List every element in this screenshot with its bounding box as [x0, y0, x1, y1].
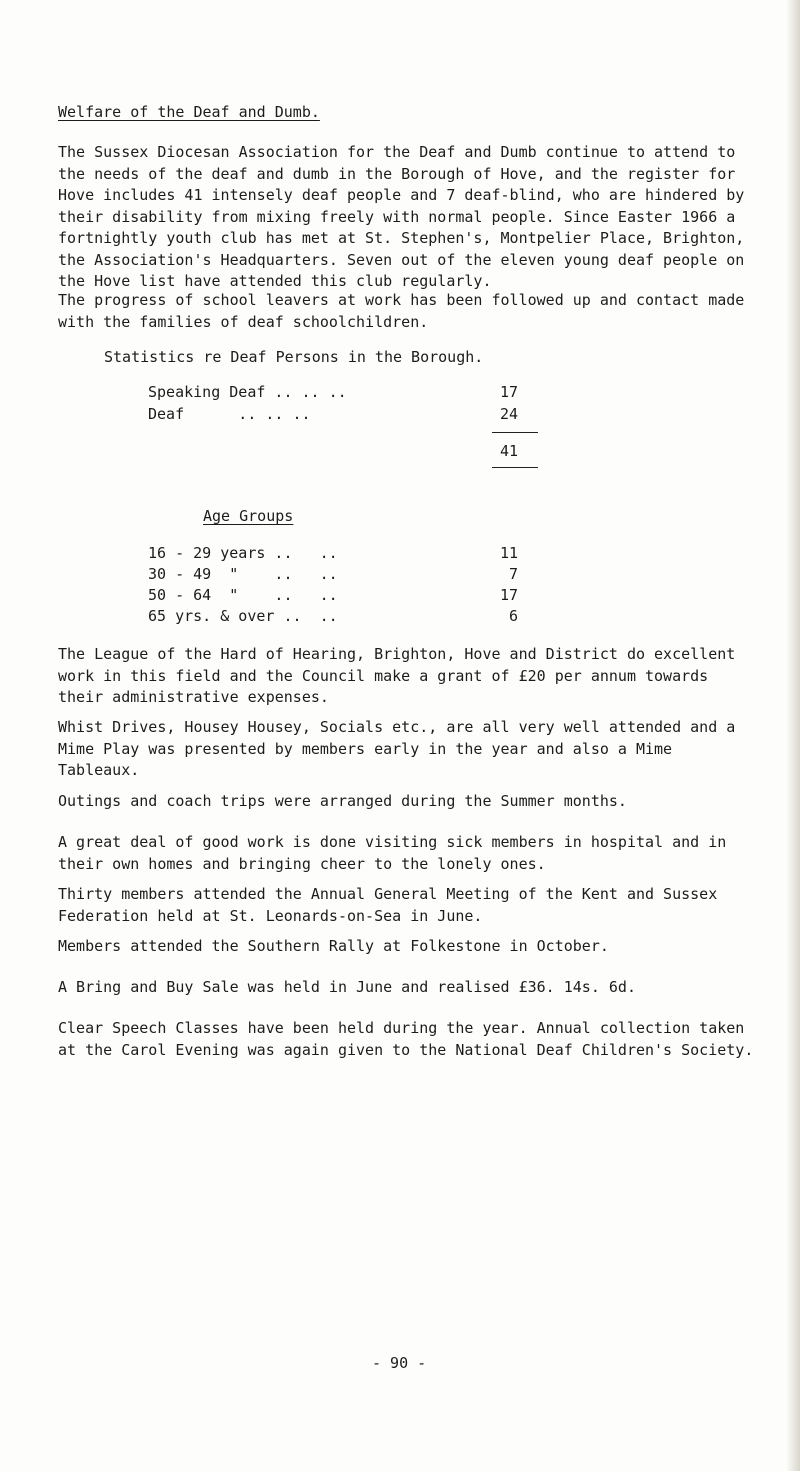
- age-group-value: 11: [499, 544, 518, 562]
- statistics-row-value: 17: [499, 383, 518, 401]
- speech-classes-paragraph: Clear Speech Classes have been held during the year. Annual collection taken at the Carol Evening was again given to the National Deaf Children's Society.: [58, 1019, 754, 1059]
- statistics-title: Statistics re Deaf Persons in the Borough.: [104, 348, 484, 366]
- rally-paragraph: Members attended the Southern Rally at Folkestone in October.: [58, 937, 609, 955]
- statistics-row-label: Speaking Deaf .. .. ..: [148, 383, 347, 401]
- league-paragraph: The League of the Hard of Hearing, Brighton, Hove and District do excellent work in this field and the Council make a grant of £20 per annum towards their administrative expenses.: [58, 645, 736, 706]
- intro-paragraph: The Sussex Diocesan Association for the Deaf and Dumb continue to attend to the needs of the deaf and dumb in the Borough of Hove, and the register for Hove includes 41 intensely deaf people and 7 deaf-blind, who are hindered by their disability from mixing freely with normal people. Since Easter 1966 a fortnightly youth club has met at St. Stephen's, Montpelier Place, Brighton, the Association's Headquarters. Seven out of the eleven young deaf people on the Hove list have attended this club regularly.: [58, 143, 745, 290]
- statistics-row-value: 24: [499, 405, 518, 423]
- outings-paragraph: Outings and coach trips were arranged during the Summer months.: [58, 792, 627, 810]
- age-group-label: 30 - 49 " .. ..: [148, 565, 338, 583]
- age-groups-title: Age Groups: [203, 507, 294, 525]
- activities-paragraph: Whist Drives, Housey Housey, Socials etc., are all very well attended and a Mime Play was presented by members early in the year and also a Mime Tableaux.: [58, 718, 736, 779]
- age-group-value: 7: [508, 565, 518, 583]
- progress-paragraph: The progress of school leavers at work has been followed up and contact made with the families of deaf schoolchildren.: [58, 291, 745, 331]
- age-group-label: 16 - 29 years .. ..: [148, 544, 338, 562]
- age-group-label: 65 yrs. & over .. ..: [148, 607, 338, 625]
- agm-paragraph: Thirty members attended the Annual General Meeting of the Kent and Sussex Federation held at St. Leonards-on-Sea in June.: [58, 885, 718, 925]
- page-number: - 90 -: [372, 1354, 427, 1372]
- total-rule-top: [492, 432, 538, 433]
- age-group-value: 17: [499, 586, 518, 604]
- statistics-row-label: Deaf .. .. ..: [148, 405, 311, 423]
- visiting-paragraph: A great deal of good work is done visiting sick members in hospital and in their own homes and bringing cheer to the lonely ones.: [58, 833, 727, 873]
- age-group-label: 50 - 64 " .. ..: [148, 586, 338, 604]
- total-rule-bottom: [492, 467, 538, 468]
- statistics-total: 41: [499, 442, 518, 460]
- sale-paragraph: A Bring and Buy Sale was held in June and realised £36. 14s. 6d.: [58, 978, 636, 996]
- age-group-value: 6: [508, 607, 518, 625]
- document-title: Welfare of the Deaf and Dumb.: [58, 103, 320, 121]
- page-edge-shadow: [786, 0, 800, 1471]
